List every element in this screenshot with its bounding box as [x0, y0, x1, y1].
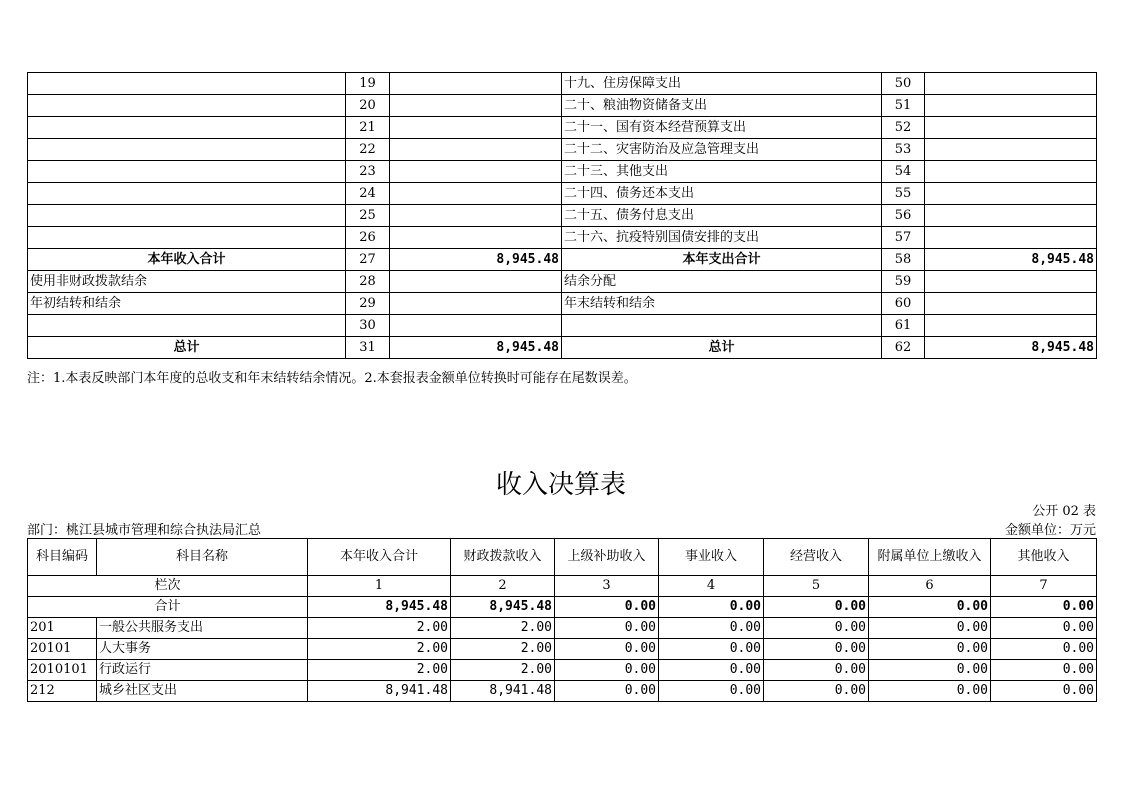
- total-amount: 0.00: [869, 597, 991, 618]
- total-amount: 0.00: [991, 597, 1097, 618]
- column-index: 1: [308, 576, 451, 597]
- table-row: [28, 95, 1097, 117]
- right-row-number: 50: [882, 73, 925, 95]
- right-amount: [925, 205, 1097, 227]
- left-row-number: 19: [346, 73, 390, 95]
- left-item-label: 使用非财政拨款结余: [28, 271, 346, 293]
- left-amount: [390, 139, 562, 161]
- left-item-label: [28, 139, 346, 161]
- page-title: 收入决算表: [495, 470, 626, 500]
- right-item-label: 二十二、灾害防治及应急管理支出: [562, 139, 882, 161]
- right-row-number: 60: [882, 293, 925, 315]
- subject-name: 城乡社区支出: [97, 681, 308, 702]
- left-item-label: [28, 227, 346, 249]
- column-header: 财政拨款收入: [451, 539, 555, 576]
- total-amount: 8,945.48: [308, 597, 451, 618]
- table-row: [28, 271, 1097, 293]
- amount-cell: 2.00: [451, 618, 555, 639]
- subject-name: 一般公共服务支出: [97, 618, 308, 639]
- right-amount: [925, 293, 1097, 315]
- total-label: 合计: [28, 597, 308, 618]
- amount-cell: 2.00: [451, 639, 555, 660]
- column-header: 科目名称: [97, 539, 308, 576]
- left-row-number: 29: [346, 293, 390, 315]
- left-item-label: [28, 95, 346, 117]
- left-item-label: 年初结转和结余: [28, 293, 346, 315]
- table-row: [28, 249, 1097, 271]
- column-index: 6: [869, 576, 991, 597]
- right-item-label: 二十、粮油物资储备支出: [562, 95, 882, 117]
- table-row: [28, 161, 1097, 183]
- right-item-label: 二十六、抗疫特别国债安排的支出: [562, 227, 882, 249]
- left-amount: [390, 227, 562, 249]
- left-item-label: [28, 117, 346, 139]
- right-amount: 8,945.48: [925, 337, 1097, 359]
- right-item-label: [562, 315, 882, 337]
- left-row-number: 22: [346, 139, 390, 161]
- total-amount: 8,945.48: [451, 597, 555, 618]
- right-amount: [925, 227, 1097, 249]
- amount-cell: 8,941.48: [308, 681, 451, 702]
- subject-name: 行政运行: [97, 660, 308, 681]
- right-row-number: 55: [882, 183, 925, 205]
- subject-code: 2010101: [28, 660, 97, 681]
- table-row: [28, 73, 1097, 95]
- column-header: 其他收入: [991, 539, 1097, 576]
- right-item-label: 十九、住房保障支出: [562, 73, 882, 95]
- left-row-number: 24: [346, 183, 390, 205]
- subject-code: 212: [28, 681, 97, 702]
- total-amount: 0.00: [764, 597, 869, 618]
- department-label: 部门：桃江县城市管理和综合执法局汇总: [27, 523, 262, 538]
- header-row: [28, 539, 1097, 576]
- amount-cell: 0.00: [991, 639, 1097, 660]
- left-amount: [390, 293, 562, 315]
- amount-cell: 0.00: [555, 639, 659, 660]
- table-row: [28, 681, 1097, 702]
- right-item-label: 二十五、债务付息支出: [562, 205, 882, 227]
- left-item-label: [28, 73, 346, 95]
- column-index: 4: [659, 576, 764, 597]
- column-header: 科目编码: [28, 539, 97, 576]
- table-row: [28, 293, 1097, 315]
- right-row-number: 52: [882, 117, 925, 139]
- amount-cell: 0.00: [764, 618, 869, 639]
- column-header: 上级补助收入: [555, 539, 659, 576]
- amount-cell: 0.00: [555, 681, 659, 702]
- column-index: 5: [764, 576, 869, 597]
- amount-cell: 0.00: [659, 681, 764, 702]
- left-row-number: 21: [346, 117, 390, 139]
- table-row: [28, 337, 1097, 359]
- left-row-number: 26: [346, 227, 390, 249]
- subject-code: 201: [28, 618, 97, 639]
- left-amount: [390, 73, 562, 95]
- right-row-number: 54: [882, 161, 925, 183]
- left-amount: [390, 161, 562, 183]
- column-header: 事业收入: [659, 539, 764, 576]
- right-amount: [925, 183, 1097, 205]
- right-item-label: 二十四、债务还本支出: [562, 183, 882, 205]
- column-index: 2: [451, 576, 555, 597]
- left-amount: [390, 205, 562, 227]
- right-row-number: 51: [882, 95, 925, 117]
- right-item-label: 二十一、国有资本经营预算支出: [562, 117, 882, 139]
- left-item-label: [28, 315, 346, 337]
- amount-cell: 0.00: [659, 660, 764, 681]
- left-row-number: 31: [346, 337, 390, 359]
- table-row: [28, 618, 1097, 639]
- right-item-label: 年末结转和结余: [562, 293, 882, 315]
- amount-cell: 8,941.48: [451, 681, 555, 702]
- right-amount: [925, 315, 1097, 337]
- left-amount: 8,945.48: [390, 337, 562, 359]
- right-amount: [925, 73, 1097, 95]
- left-item-label: [28, 183, 346, 205]
- amount-cell: 0.00: [764, 660, 869, 681]
- amount-cell: 0.00: [869, 618, 991, 639]
- total-amount: 0.00: [659, 597, 764, 618]
- subject-code: 20101: [28, 639, 97, 660]
- table-row: [28, 183, 1097, 205]
- left-amount: [390, 95, 562, 117]
- left-row-number: 28: [346, 271, 390, 293]
- column-index-row: [28, 576, 1097, 597]
- amount-cell: 0.00: [555, 660, 659, 681]
- right-row-number: 58: [882, 249, 925, 271]
- total-row: [28, 597, 1097, 618]
- column-index: 7: [991, 576, 1097, 597]
- right-row-number: 62: [882, 337, 925, 359]
- right-amount: [925, 117, 1097, 139]
- right-row-number: 61: [882, 315, 925, 337]
- left-row-number: 30: [346, 315, 390, 337]
- left-item-label: [28, 205, 346, 227]
- amount-cell: 0.00: [659, 639, 764, 660]
- income-table: [27, 538, 1097, 702]
- amount-cell: 2.00: [308, 660, 451, 681]
- amount-cell: 2.00: [308, 639, 451, 660]
- table-row: [28, 639, 1097, 660]
- right-item-label: 二十三、其他支出: [562, 161, 882, 183]
- column-index-label: 栏次: [28, 576, 308, 597]
- left-amount: [390, 271, 562, 293]
- amount-cell: 0.00: [991, 660, 1097, 681]
- amount-cell: 0.00: [869, 681, 991, 702]
- total-amount: 0.00: [555, 597, 659, 618]
- right-amount: 8,945.48: [925, 249, 1097, 271]
- left-amount: [390, 183, 562, 205]
- table-row: [28, 315, 1097, 337]
- right-row-number: 53: [882, 139, 925, 161]
- left-item-label: 本年收入合计: [28, 249, 346, 271]
- right-item-label: 本年支出合计: [562, 249, 882, 271]
- left-item-label: 总计: [28, 337, 346, 359]
- table-row: [28, 139, 1097, 161]
- right-amount: [925, 139, 1097, 161]
- column-index: 3: [555, 576, 659, 597]
- table-row: [28, 660, 1097, 681]
- amount-cell: 0.00: [764, 639, 869, 660]
- right-amount: [925, 161, 1097, 183]
- right-item-label: 总计: [562, 337, 882, 359]
- amount-cell: 2.00: [451, 660, 555, 681]
- amount-cell: 0.00: [659, 618, 764, 639]
- amount-cell: 0.00: [869, 660, 991, 681]
- right-row-number: 56: [882, 205, 925, 227]
- column-header: 经营收入: [764, 539, 869, 576]
- right-row-number: 57: [882, 227, 925, 249]
- table-row: [28, 205, 1097, 227]
- amount-unit-label: 金额单位：万元: [1004, 523, 1096, 538]
- right-amount: [925, 271, 1097, 293]
- left-amount: [390, 117, 562, 139]
- table-code: 公开 02 表: [1032, 504, 1096, 519]
- subject-name: 人大事务: [97, 639, 308, 660]
- amount-cell: 0.00: [869, 639, 991, 660]
- left-row-number: 23: [346, 161, 390, 183]
- amount-cell: 0.00: [991, 681, 1097, 702]
- left-row-number: 20: [346, 95, 390, 117]
- table-row: [28, 227, 1097, 249]
- left-row-number: 25: [346, 205, 390, 227]
- left-amount: [390, 315, 562, 337]
- amount-cell: 0.00: [991, 618, 1097, 639]
- amount-cell: 2.00: [308, 618, 451, 639]
- amount-cell: 0.00: [764, 681, 869, 702]
- column-header: 本年收入合计: [308, 539, 451, 576]
- balance-summary-table: [27, 72, 1097, 359]
- left-item-label: [28, 161, 346, 183]
- column-header: 附属单位上缴收入: [869, 539, 991, 576]
- right-amount: [925, 95, 1097, 117]
- amount-cell: 0.00: [555, 618, 659, 639]
- right-row-number: 59: [882, 271, 925, 293]
- left-amount: 8,945.48: [390, 249, 562, 271]
- right-item-label: 结余分配: [562, 271, 882, 293]
- table-row: [28, 117, 1097, 139]
- left-row-number: 27: [346, 249, 390, 271]
- table-note: 注：1.本表反映部门本年度的总收支和年末结转结余情况。2.本套报表金额单位转换时可能存在尾数误差。: [27, 371, 637, 386]
